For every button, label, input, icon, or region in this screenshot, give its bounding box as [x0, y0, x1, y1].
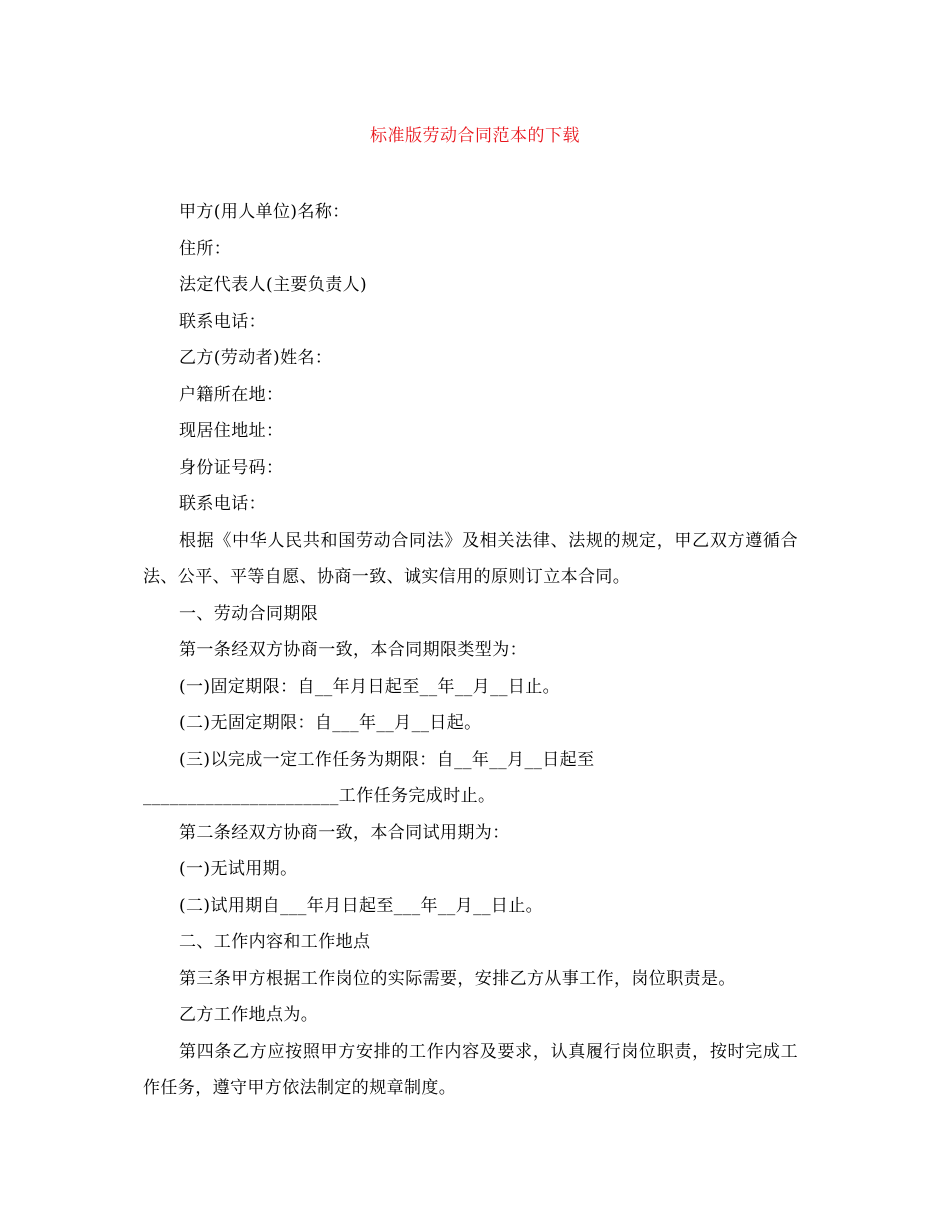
article-1-item-1: (一)固定期限：自__年月日起至__年__月__日止。: [179, 676, 561, 697]
article-4: 第四条乙方应按照甲方安排的工作内容及要求，认真履行岗位职责，按时完成工作任务，遵守甲方依法制定的规章制度。: [143, 1041, 798, 1098]
article-1-item-2: (二)无固定期限：自___年__月__日起。: [179, 713, 482, 733]
party-a-address: 住所：: [179, 238, 232, 259]
party-b-name: 乙方(劳动者)姓名：: [179, 348, 333, 368]
article-3: 第三条甲方根据工作岗位的实际需要，安排乙方从事工作，岗位职责是。: [179, 968, 736, 989]
section-heading-contract-term: 一、劳动合同期限: [179, 603, 319, 624]
article-1-item-3: (三)以完成一定工作任务为期限：自__年__月__日起至: [179, 749, 595, 770]
article-1: 第一条经双方协商一致，本合同期限类型为：: [179, 640, 527, 660]
party-a-phone: 联系电话：: [179, 311, 266, 332]
article-2: 第二条经双方协商一致，本合同试用期为：: [179, 822, 510, 843]
document-body: [143, 194, 798, 1107]
party-b-household-registration: 户籍所在地：: [179, 384, 284, 405]
section-heading-work-content: 二、工作内容和工作地点: [179, 932, 371, 952]
preamble-paragraph: 根据《中华人民共和国劳动合同法》及相关法律、法规的规定，甲乙双方遵循合法、公平、平等自愿、协商一致、诚实信用的原则订立本合同。: [143, 530, 798, 587]
document-title: 标准版劳动合同范本的下载: [370, 126, 580, 146]
work-location: 乙方工作地点为。: [179, 1005, 319, 1025]
party-a-name: 甲方(用人单位)名称：: [179, 202, 350, 222]
article-2-item-2: (二)试用期自___年月日起至___年__月__日止。: [179, 895, 544, 916]
party-b-current-address: 现居住地址：: [179, 421, 284, 441]
article-1-item-3-continuation: ______________________工作任务完成时止。: [143, 786, 496, 806]
party-b-id-number: 身份证号码：: [179, 457, 284, 478]
party-a-legal-representative: 法定代表人(主要负责人): [179, 275, 368, 295]
party-b-phone: 联系电话：: [179, 494, 266, 514]
article-2-item-1: (一)无试用期。: [179, 859, 298, 879]
